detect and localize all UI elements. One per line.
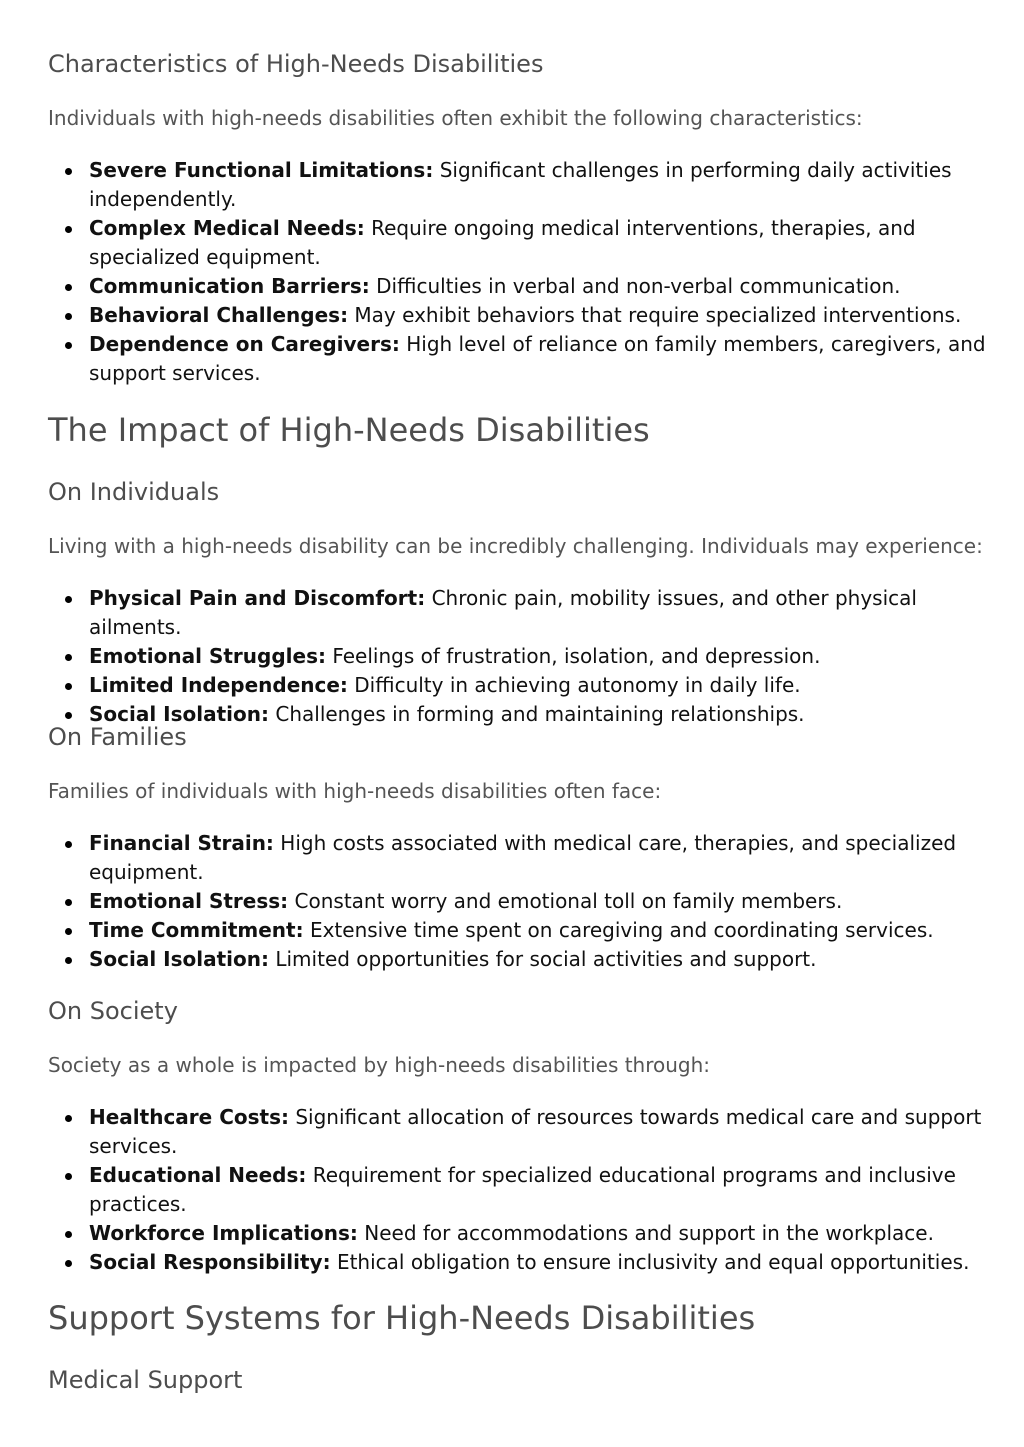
bullet-icon (65, 1115, 72, 1122)
list-item-text: Require ongoing medical interventions, therapies, and specialized equipment. (89, 216, 916, 269)
list-item-text: Difficulties in verbal and non-verbal communication. (376, 274, 901, 298)
individuals-intro: Living with a high-needs disability can be incredibly challenging. Individuals may experience: (48, 534, 983, 558)
list-item (48, 156, 988, 214)
society-intro: Society as a whole is impacted by high-needs disabilities through: (48, 1053, 711, 1077)
list-item-term: Educational Needs: (89, 1163, 307, 1187)
section-heading-impact: The Impact of High-Needs Disabilities (48, 411, 650, 449)
list-item (48, 1161, 988, 1219)
bullet-icon (65, 313, 72, 320)
list-item-text: Limited opportunities for social activities and support. (275, 947, 817, 971)
section-heading-characteristics: Characteristics of High-Needs Disabilities (48, 50, 544, 78)
list-item (48, 642, 988, 671)
list-item (48, 829, 988, 887)
list-item-text: May exhibit behaviors that require specialized interventions. (354, 303, 962, 327)
characteristics-list (48, 156, 988, 388)
list-item (48, 1248, 988, 1277)
list-item-text: Challenges in forming and maintaining relationships. (275, 702, 805, 726)
list-item-term: Severe Functional Limitations: (89, 158, 434, 182)
list-item (48, 301, 988, 330)
subheading-medical-support: Medical Support (48, 1366, 243, 1394)
list-item-term: Time Commitment: (89, 918, 304, 942)
list-item (48, 272, 988, 301)
list-item-term: Emotional Struggles: (89, 644, 326, 668)
bullet-icon (65, 284, 72, 291)
list-item-text: Chronic pain, mobility issues, and other physical ailments. (89, 586, 917, 639)
list-item-term: Behavioral Challenges: (89, 303, 349, 327)
list-item (48, 214, 988, 272)
list-item (48, 887, 988, 916)
subheading-families: On Families (48, 723, 187, 751)
bullet-icon (65, 1173, 72, 1180)
list-item (48, 584, 988, 642)
bullet-icon (65, 841, 72, 848)
list-item-text: High costs associated with medical care, therapies, and specialized equipment. (89, 831, 957, 884)
list-item (48, 1103, 988, 1161)
list-item (48, 671, 988, 700)
list-item-term: Workforce Implications: (89, 1221, 358, 1245)
bullet-icon (65, 712, 72, 719)
list-item-term: Social Isolation: (89, 947, 269, 971)
list-item-text: Significant challenges in performing daily activities independently. (89, 158, 952, 211)
list-item-term: Complex Medical Needs: (89, 216, 365, 240)
list-item-text: Need for accommodations and support in the workplace. (364, 1221, 934, 1245)
subheading-society: On Society (48, 997, 178, 1025)
list-item-term: Social Responsibility: (89, 1250, 331, 1274)
list-item-text: Constant worry and emotional toll on family members. (294, 889, 843, 913)
bullet-icon (65, 899, 72, 906)
list-item-term: Dependence on Caregivers: (89, 332, 400, 356)
list-item-text: Ethical obligation to ensure inclusivity and equal opportunities. (336, 1250, 970, 1274)
list-item-term: Social Isolation: (89, 702, 269, 726)
list-item-term: Emotional Stress: (89, 889, 289, 913)
list-item-term: Physical Pain and Discomfort: (89, 586, 426, 610)
characteristics-intro: Individuals with high-needs disabilities often exhibit the following characteristics: (48, 106, 863, 130)
bullet-icon (65, 928, 72, 935)
bullet-icon (65, 957, 72, 964)
list-item-text: Feelings of frustration, isolation, and depression. (332, 644, 821, 668)
section-heading-support: Support Systems for High-Needs Disabilities (48, 1299, 756, 1337)
list-item (48, 945, 988, 974)
bullet-icon (65, 654, 72, 661)
families-intro: Families of individuals with high-needs disabilities often face: (48, 779, 662, 803)
list-item-term: Communication Barriers: (89, 274, 370, 298)
list-item-text: Difficulty in achieving autonomy in daily life. (354, 673, 801, 697)
bullet-icon (65, 1231, 72, 1238)
list-item-text: Significant allocation of resources towards medical care and support services. (89, 1105, 982, 1158)
list-item-term: Limited Independence: (89, 673, 348, 697)
society-list (48, 1103, 988, 1277)
list-item-text: Requirement for specialized educational programs and inclusive practices. (89, 1163, 956, 1216)
bullet-icon (65, 1260, 72, 1267)
bullet-icon (65, 226, 72, 233)
list-item-text: Extensive time spent on caregiving and coordinating services. (309, 918, 934, 942)
list-item (48, 1219, 988, 1248)
bullet-icon (65, 168, 72, 175)
subheading-individuals: On Individuals (48, 478, 220, 506)
list-item-term: Healthcare Costs: (89, 1105, 289, 1129)
individuals-list (48, 584, 988, 729)
families-list (48, 829, 988, 974)
list-item-text: High level of reliance on family members, caregivers, and support services. (89, 332, 986, 385)
list-item (48, 330, 988, 388)
bullet-icon (65, 342, 72, 349)
bullet-icon (65, 683, 72, 690)
bullet-icon (65, 596, 72, 603)
list-item-term: Financial Strain: (89, 831, 274, 855)
list-item (48, 916, 988, 945)
